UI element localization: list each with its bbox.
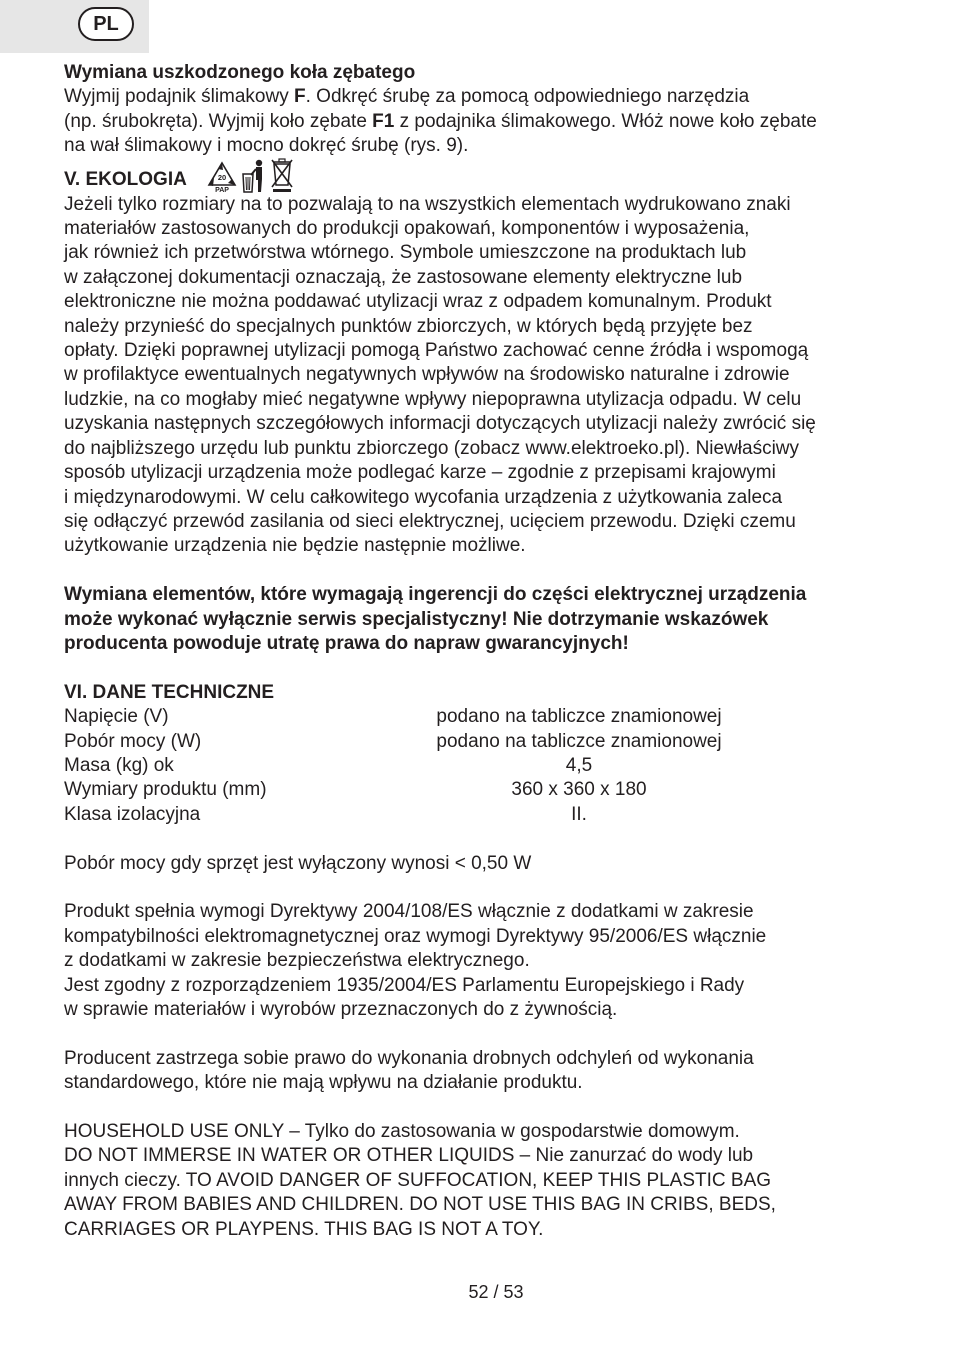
text-run: (np. śrubokręta). Wyjmij koło zębate [64, 110, 373, 132]
spec-row [64, 803, 894, 827]
text-line: AWAY FROM BABIES AND CHILDREN. DO NOT USE THIS BAG IN CRIBS, BEDS, [64, 1194, 776, 1216]
spec-value: II. [571, 803, 587, 825]
text-line: sposób utylizacji urządzenia może podlegać karze – zgodnie z przepisami krajowymi [64, 462, 776, 484]
part-ref: F1 [372, 110, 395, 132]
text-run: z podajnika ślimakowego. Włóż nowe koło zębate [394, 110, 817, 132]
text-line: HOUSEHOLD USE ONLY – Tylko do zastosowania w gospodarstwie domowym. [64, 1120, 740, 1142]
text-line: w profilaktyce ewentualnych negatywnych wpływów na środowisko naturalne i zdrowie [64, 364, 790, 386]
spec-row [64, 730, 894, 754]
household-paragraph [64, 1120, 894, 1242]
text-line: ludzkie, na co mogłaby mieć negatywne wpływy niepoprawna utylizacja odpadu. W celu [64, 388, 802, 410]
spec-label: Klasa izolacyjna [64, 803, 201, 825]
text-line: i międzynarodowymi. W celu całkowitego wycofania urządzenia z użytkowania zaleca [64, 486, 783, 508]
part-ref: F [294, 86, 306, 108]
standby-power-note: Pobór mocy gdy sprzęt jest wyłączony wynosi < 0,50 W [64, 852, 532, 874]
text-line: do najbliższego urzędu lub punktu zbiorczego (zobacz www.elektroeko.pl). Niewłaściwy [64, 437, 800, 459]
warning-paragraph [64, 583, 894, 656]
spec-label: Pobór mocy (W) [64, 730, 202, 752]
ecology-paragraph [64, 193, 894, 559]
text-line: się odłączyć przewód zasilania od sieci elektrycznej, ucięciem przewodu. Dzięki czemu [64, 510, 796, 532]
recycle-number: 20 [217, 172, 226, 182]
ecology-icons [207, 157, 295, 193]
spec-label: Wymiary produktu (mm) [64, 779, 267, 801]
spec-row [64, 705, 894, 729]
language-badge: PL [78, 7, 134, 41]
spec-row [64, 778, 894, 802]
text-line: kompatybilności elektromagnetycznej oraz wymogi Dyrektywy 95/2006/ES włącznie [64, 925, 767, 947]
text-line: CARRIAGES OR PLAYPENS. THIS BAG IS NOT A TOY. [64, 1218, 544, 1240]
spec-value: podano na tabliczce znamionowej [436, 730, 722, 752]
text-line: standardowego, które nie mają wpływu na działanie produktu. [64, 1072, 583, 1094]
directives-paragraph [64, 900, 894, 1022]
page-number: 52 / 53 [468, 1282, 524, 1302]
gear-section-title: Wymiana uszkodzonego koła zębatego [64, 62, 416, 83]
spec-table [64, 705, 894, 827]
text-line: materiałów zastosowanych do produkcji opakowań, komponentów i wyposażenia, [64, 218, 750, 240]
spec-label: Masa (kg) ok [64, 754, 174, 776]
text-run: Wyjmij podajnik ślimakowy [64, 86, 294, 108]
text-line: elektroniczne nie można poddawać utylizacji wraz z odpadem komunalnym. Produkt [64, 291, 772, 313]
recycle-20-pap-icon [207, 161, 237, 193]
gear-paragraph-line: na wał ślimakowy i mocno dokręć śrubę (rys. 9). [64, 135, 469, 157]
text-line: producenta powoduje utratę prawa do napraw gwarancyjnych! [64, 632, 629, 654]
tidyman-icon [240, 159, 266, 193]
producer-paragraph [64, 1047, 894, 1096]
text-run: . Odkręć śrubę za pomocą odpowiedniego narzędzia [305, 86, 750, 108]
text-line: jak również ich przetwórstwa wtórnego. Symbole umieszczone na produktach lub [64, 242, 747, 264]
text-line: Produkt spełnia wymogi Dyrektywy 2004/108/ES włącznie z dodatkami w zakresie [64, 901, 754, 923]
text-line: Producent zastrzega sobie prawo do wykonania drobnych odchyleń od wykonania [64, 1047, 754, 1069]
text-line: należy przynieść do specjalnych punktów zbiorczych, w których będą przyjęte bez [64, 315, 753, 337]
text-line: Jeżeli tylko rozmiary na to pozwalają to na wszystkich elementach wydrukowano znaki [64, 193, 791, 215]
text-line: Wymiana elementów, które wymagają ingerencji do części elektrycznej urządzenia [64, 584, 807, 606]
text-line: użytkowanie urządzenia nie będzie następnie możliwe. [64, 535, 526, 557]
spec-label: Napięcie (V) [64, 706, 169, 728]
recycle-code: PAP [214, 186, 229, 193]
text-line: uzyskania następnych szczegółowych informacji dotyczących utylizacji należy zwrócić się [64, 413, 816, 435]
ecology-heading [64, 159, 894, 193]
spec-value: 360 x 360 x 180 [511, 779, 647, 801]
gear-paragraph-line [64, 110, 894, 134]
text-line: opłaty. Dzięki poprawnej utylizacji pomogą Państwo zachować cenne źródła i wspomogą [64, 340, 809, 362]
language-tab [0, 0, 149, 53]
text-line: innych cieczy. TO AVOID DANGER OF SUFFOCATION, KEEP THIS PLASTIC BAG [64, 1169, 772, 1191]
crossed-bin-icon [269, 157, 295, 193]
text-line: może wykonać wyłącznie serwis specjalistyczny! Nie dotrzymanie wskazówek [64, 608, 769, 630]
gear-paragraph-line [64, 85, 894, 109]
text-line: w sprawie materiałów i wyrobów przeznaczonych do z żywnością. [64, 998, 618, 1020]
spec-row [64, 754, 894, 778]
text-line: z dodatkami w zakresie bezpieczeństwa elektrycznego. [64, 950, 530, 972]
text-line: DO NOT IMMERSE IN WATER OR OTHER LIQUIDS – Nie zanurzać do wody lub [64, 1145, 754, 1167]
spec-value: 4,5 [565, 754, 593, 776]
spec-value: podano na tabliczce znamionowej [436, 706, 722, 728]
text-line: Jest zgodny z rozporządzeniem 1935/2004/ES Parlamentu Europejskiego i Rady [64, 974, 745, 996]
document-body [64, 61, 894, 1242]
text-line: w załączonej dokumentacji oznaczają, że zastosowane elementy elektryczne lub [64, 266, 743, 288]
tech-section-title: VI. DANE TECHNICZNE [64, 681, 275, 703]
ecology-title: V. EKOLOGIA [64, 169, 187, 191]
